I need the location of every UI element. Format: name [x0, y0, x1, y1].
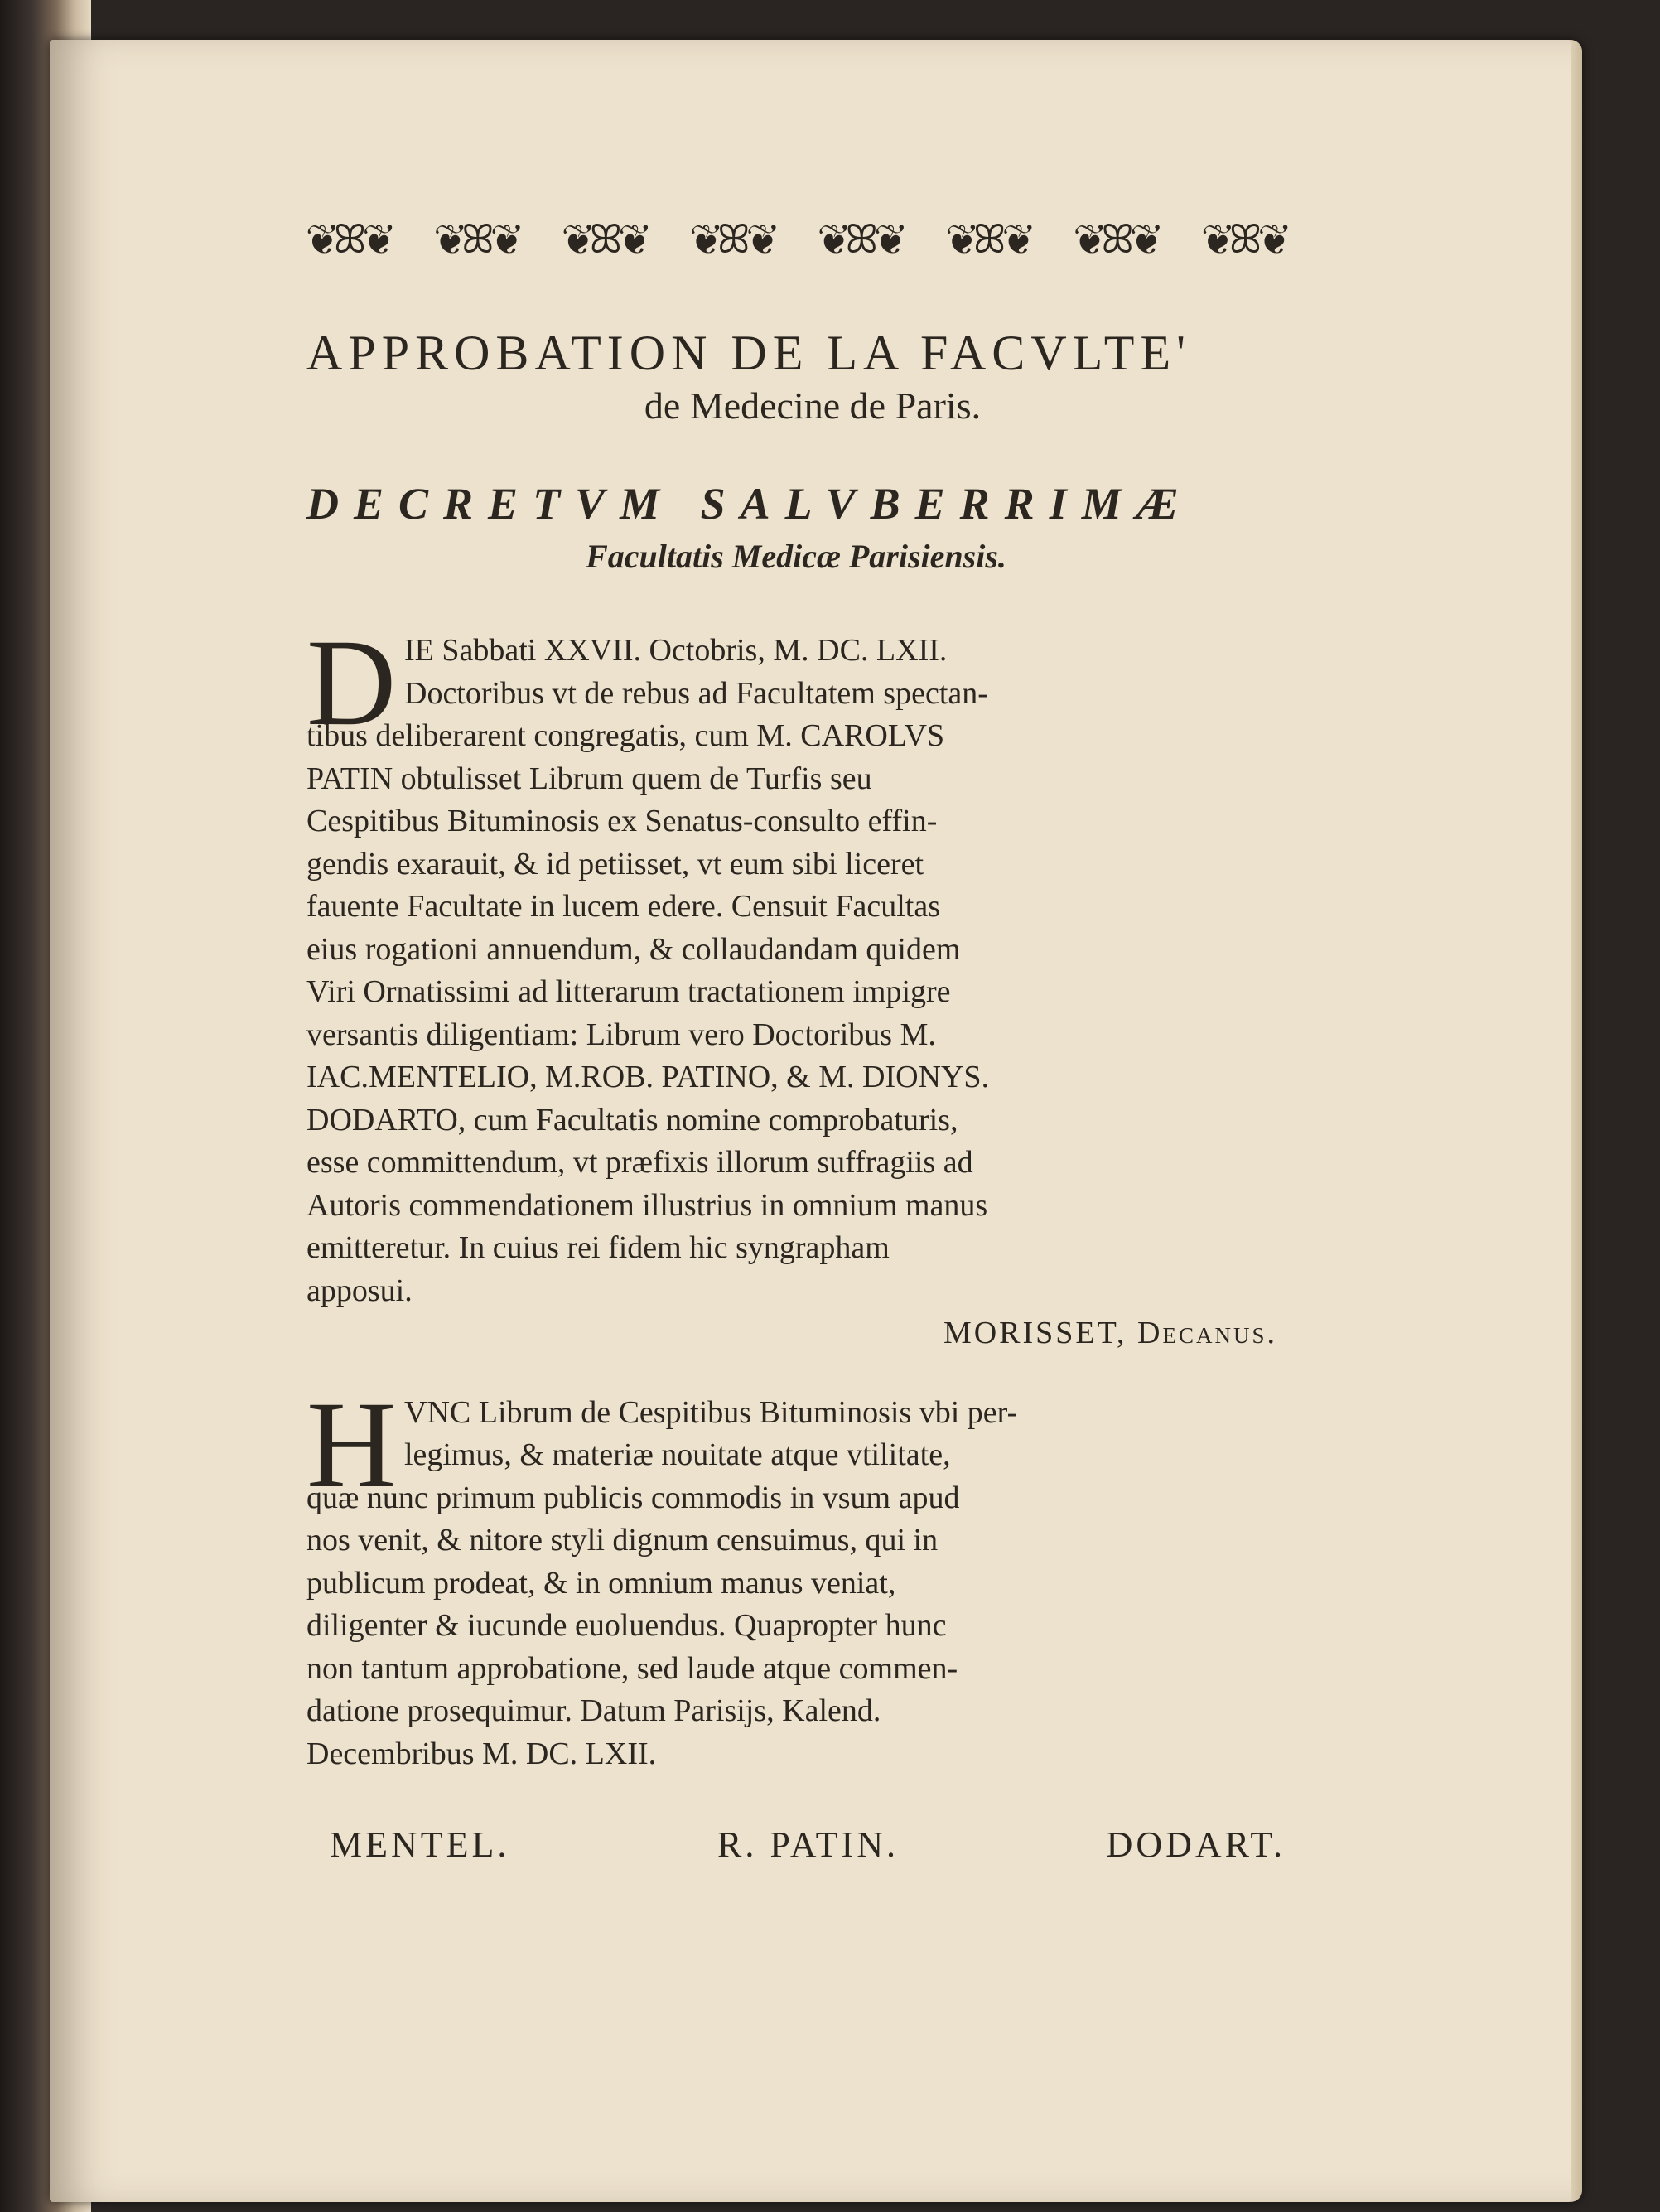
ornament-fleuron-icon: ❦ꕤ❦ [1202, 218, 1286, 262]
text-line: diligenter & iucunde euoluendus. Quapropter hunc [306, 1608, 947, 1643]
text-line: IAC.MENTELIO, M.ROB. PATINO, & M. DIONYS. [306, 1060, 990, 1094]
signatures-row [306, 1823, 1286, 1866]
ornament-fleuron-icon: ❦ꕤ❦ [1074, 218, 1158, 262]
text-line: DODARTO, cum Facultatis nomine comprobaturis, [306, 1102, 958, 1137]
text-line: tibus deliberarent congregatis, cum M. CAROLVS [306, 718, 945, 753]
text-line: gendis exarauit, & id petiisset, vt eum sibi liceret [306, 846, 924, 881]
text-line: apposui. [306, 1273, 413, 1308]
page-subtitle: de Medecine de Paris. [644, 384, 982, 427]
ornament-fleuron-icon: ❦ꕤ❦ [818, 218, 902, 262]
text-line: VNC Librum de Cespitibus Bituminosis vbi per- [404, 1394, 1018, 1430]
text-line: Cespitibus Bituminosis ex Senatus-consulto effin- [306, 804, 938, 838]
text-line: fauente Facultate in lucem edere. Censuit Facultas [306, 889, 940, 924]
decree-paragraph [306, 614, 1286, 1355]
decree-subtitle: Facultatis Medicæ Parisiensis. [586, 538, 1006, 575]
text-line: emitteretur. In cuius rei fidem hic syngrapham [306, 1230, 890, 1265]
text-line: versantis diligentiam: Librum vero Doctoribus M. [306, 1017, 936, 1052]
text-line: nos venit, & nitore styli dignum censuimus, qui in [306, 1523, 939, 1558]
text-line: non tantum approbatione, sed laude atque commen- [306, 1650, 958, 1686]
page-edge [1571, 40, 1582, 2202]
ornament-band [306, 220, 1286, 260]
ornament-fleuron-icon: ❦ꕤ❦ [562, 218, 646, 262]
text-line: Doctoribus vt de rebus ad Facultatem spectan- [404, 675, 988, 711]
drop-cap: D [306, 614, 397, 751]
page-title: APPROBATION DE LA FACVLTE' [306, 326, 1191, 380]
ornament-fleuron-icon: ❦ꕤ❦ [946, 218, 1030, 262]
drop-cap: H [306, 1375, 397, 1514]
text-line: datione prosequimur. Datum Parisijs, Kalend. [306, 1693, 881, 1728]
text-line: PATIN obtulisset Librum quem de Turfis seu [306, 761, 872, 796]
signature-mentel: MENTEL. [330, 1824, 510, 1865]
decree-title: DECRETVM SALVBERRIMÆ [306, 479, 1194, 529]
page-text-block [306, 220, 1286, 1866]
text-line: quæ nunc primum publicis commodis in vsum apud [306, 1480, 960, 1515]
text-line: Decembribus M. DC. LXII. [306, 1736, 657, 1771]
text-line: Viri Ornatissimi ad litterarum tractationem impigre [306, 974, 951, 1009]
signature-dodart: DODART. [1106, 1824, 1286, 1865]
text-line: legimus, & materiæ nouitate atque vtilitate, [404, 1437, 951, 1472]
text-line: eius rogationi annuendum, & collaudandam quidem [306, 931, 961, 967]
signature-patin: R. PATIN. [717, 1824, 899, 1865]
dean-signature: MORISSET, Decanus. [943, 1316, 1277, 1350]
text-line: IE Sabbati XXVII. Octobris, M. DC. LXII. [404, 633, 948, 668]
text-line: publicum prodeat, & in omnium manus veniat, [306, 1565, 896, 1601]
ornament-fleuron-icon: ❦ꕤ❦ [306, 218, 390, 262]
ornament-fleuron-icon: ❦ꕤ❦ [690, 218, 775, 262]
ornament-fleuron-icon: ❦ꕤ❦ [434, 218, 519, 262]
book-page [50, 40, 1582, 2202]
text-line: Autoris commendationem illustrius in omnium manus [306, 1187, 988, 1223]
text-line: esse committendum, vt præfixis illorum suffragiis ad [306, 1145, 973, 1180]
approval-paragraph [306, 1375, 1286, 1776]
